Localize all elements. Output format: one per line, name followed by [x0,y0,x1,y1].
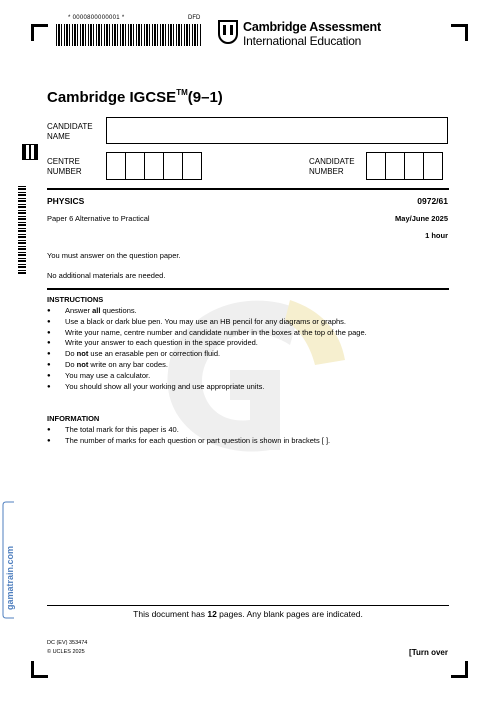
instruction-item: ● Answer all questions. [47,306,367,317]
instruction-item: ● You may use a calculator. [47,371,367,382]
information-item: ● The total mark for this paper is 40. [47,425,330,436]
qualification-title: Cambridge IGCSE™(9–1) [47,88,223,106]
centre-number-box[interactable] [182,152,202,180]
candidate-name-field[interactable] [106,117,448,144]
exam-session: May/June 2025 [395,214,448,223]
subject: PHYSICS [47,196,85,206]
answer-note: You must answer on the question paper. [47,251,181,260]
gamatrain-watermark [2,500,18,620]
centre-number-box[interactable] [106,152,126,180]
materials-note: No additional materials are needed. [47,271,166,280]
qr-code [22,144,38,160]
logo-title: Cambridge Assessment [243,20,381,34]
barcode-suffix: DFD [188,15,201,21]
divider [47,188,449,190]
page-count-note: This document has 12 pages. Any blank pages are indicated. [133,609,363,619]
gamatrain-label: gamatrain.com [5,545,15,610]
information-item: ● The number of marks for each question or part question is shown in brackets [ ]. [47,436,330,447]
paper-name: Paper 6 Alternative to Practical [47,214,150,223]
instruction-item: ● Do not use an erasable pen or correction fluid. [47,349,367,360]
crop-mark-bottom-left [31,661,48,678]
barcode [56,24,202,46]
logo-subtitle: International Education [243,34,362,48]
crop-mark-top-right [451,24,468,41]
barcode-number: * 0000800000001 * [68,15,125,21]
candidate-number-box[interactable] [404,152,424,180]
instruction-item: ● Write your answer to each question in the space provided. [47,338,367,349]
crop-mark-bottom-right [451,661,468,678]
centre-number-boxes [106,152,202,180]
centre-number-box[interactable] [163,152,183,180]
paper-code: 0972/61 [417,196,448,206]
instruction-item: ● Do not write on any bar codes. [47,360,367,371]
candidate-name-label: CANDIDATE NAME [47,122,93,141]
turn-over: [Turn over [409,648,448,657]
information-heading: INFORMATION [47,414,100,423]
instruction-item: ● Use a black or dark blue pen. You may use an HB pencil for any diagrams or graphs. [47,317,367,328]
instructions-list [47,306,367,392]
cambridge-crest-icon [218,20,238,44]
information-list [47,425,330,447]
candidate-number-label: CANDIDATE NUMBER [309,157,355,176]
instructions-heading: INSTRUCTIONS [47,295,104,304]
exam-duration: 1 hour [425,231,448,240]
centre-number-box[interactable] [125,152,145,180]
side-barcode [18,186,26,276]
centre-number-box[interactable] [144,152,164,180]
divider [47,288,449,290]
instruction-item: ● You should show all your working and use appropriate units. [47,382,367,393]
candidate-number-box[interactable] [366,152,386,180]
crop-mark-top-left [31,24,48,41]
candidate-number-boxes [366,152,443,180]
footer-divider [47,605,449,606]
centre-number-label: CENTRE NUMBER [47,157,82,176]
candidate-number-box[interactable] [423,152,443,180]
instruction-item: ● Write your name, centre number and candidate number in the boxes at the top of the page. [47,328,367,339]
candidate-number-box[interactable] [385,152,405,180]
document-code: DC (EV) 353474 © UCLES 2025 [47,640,88,655]
